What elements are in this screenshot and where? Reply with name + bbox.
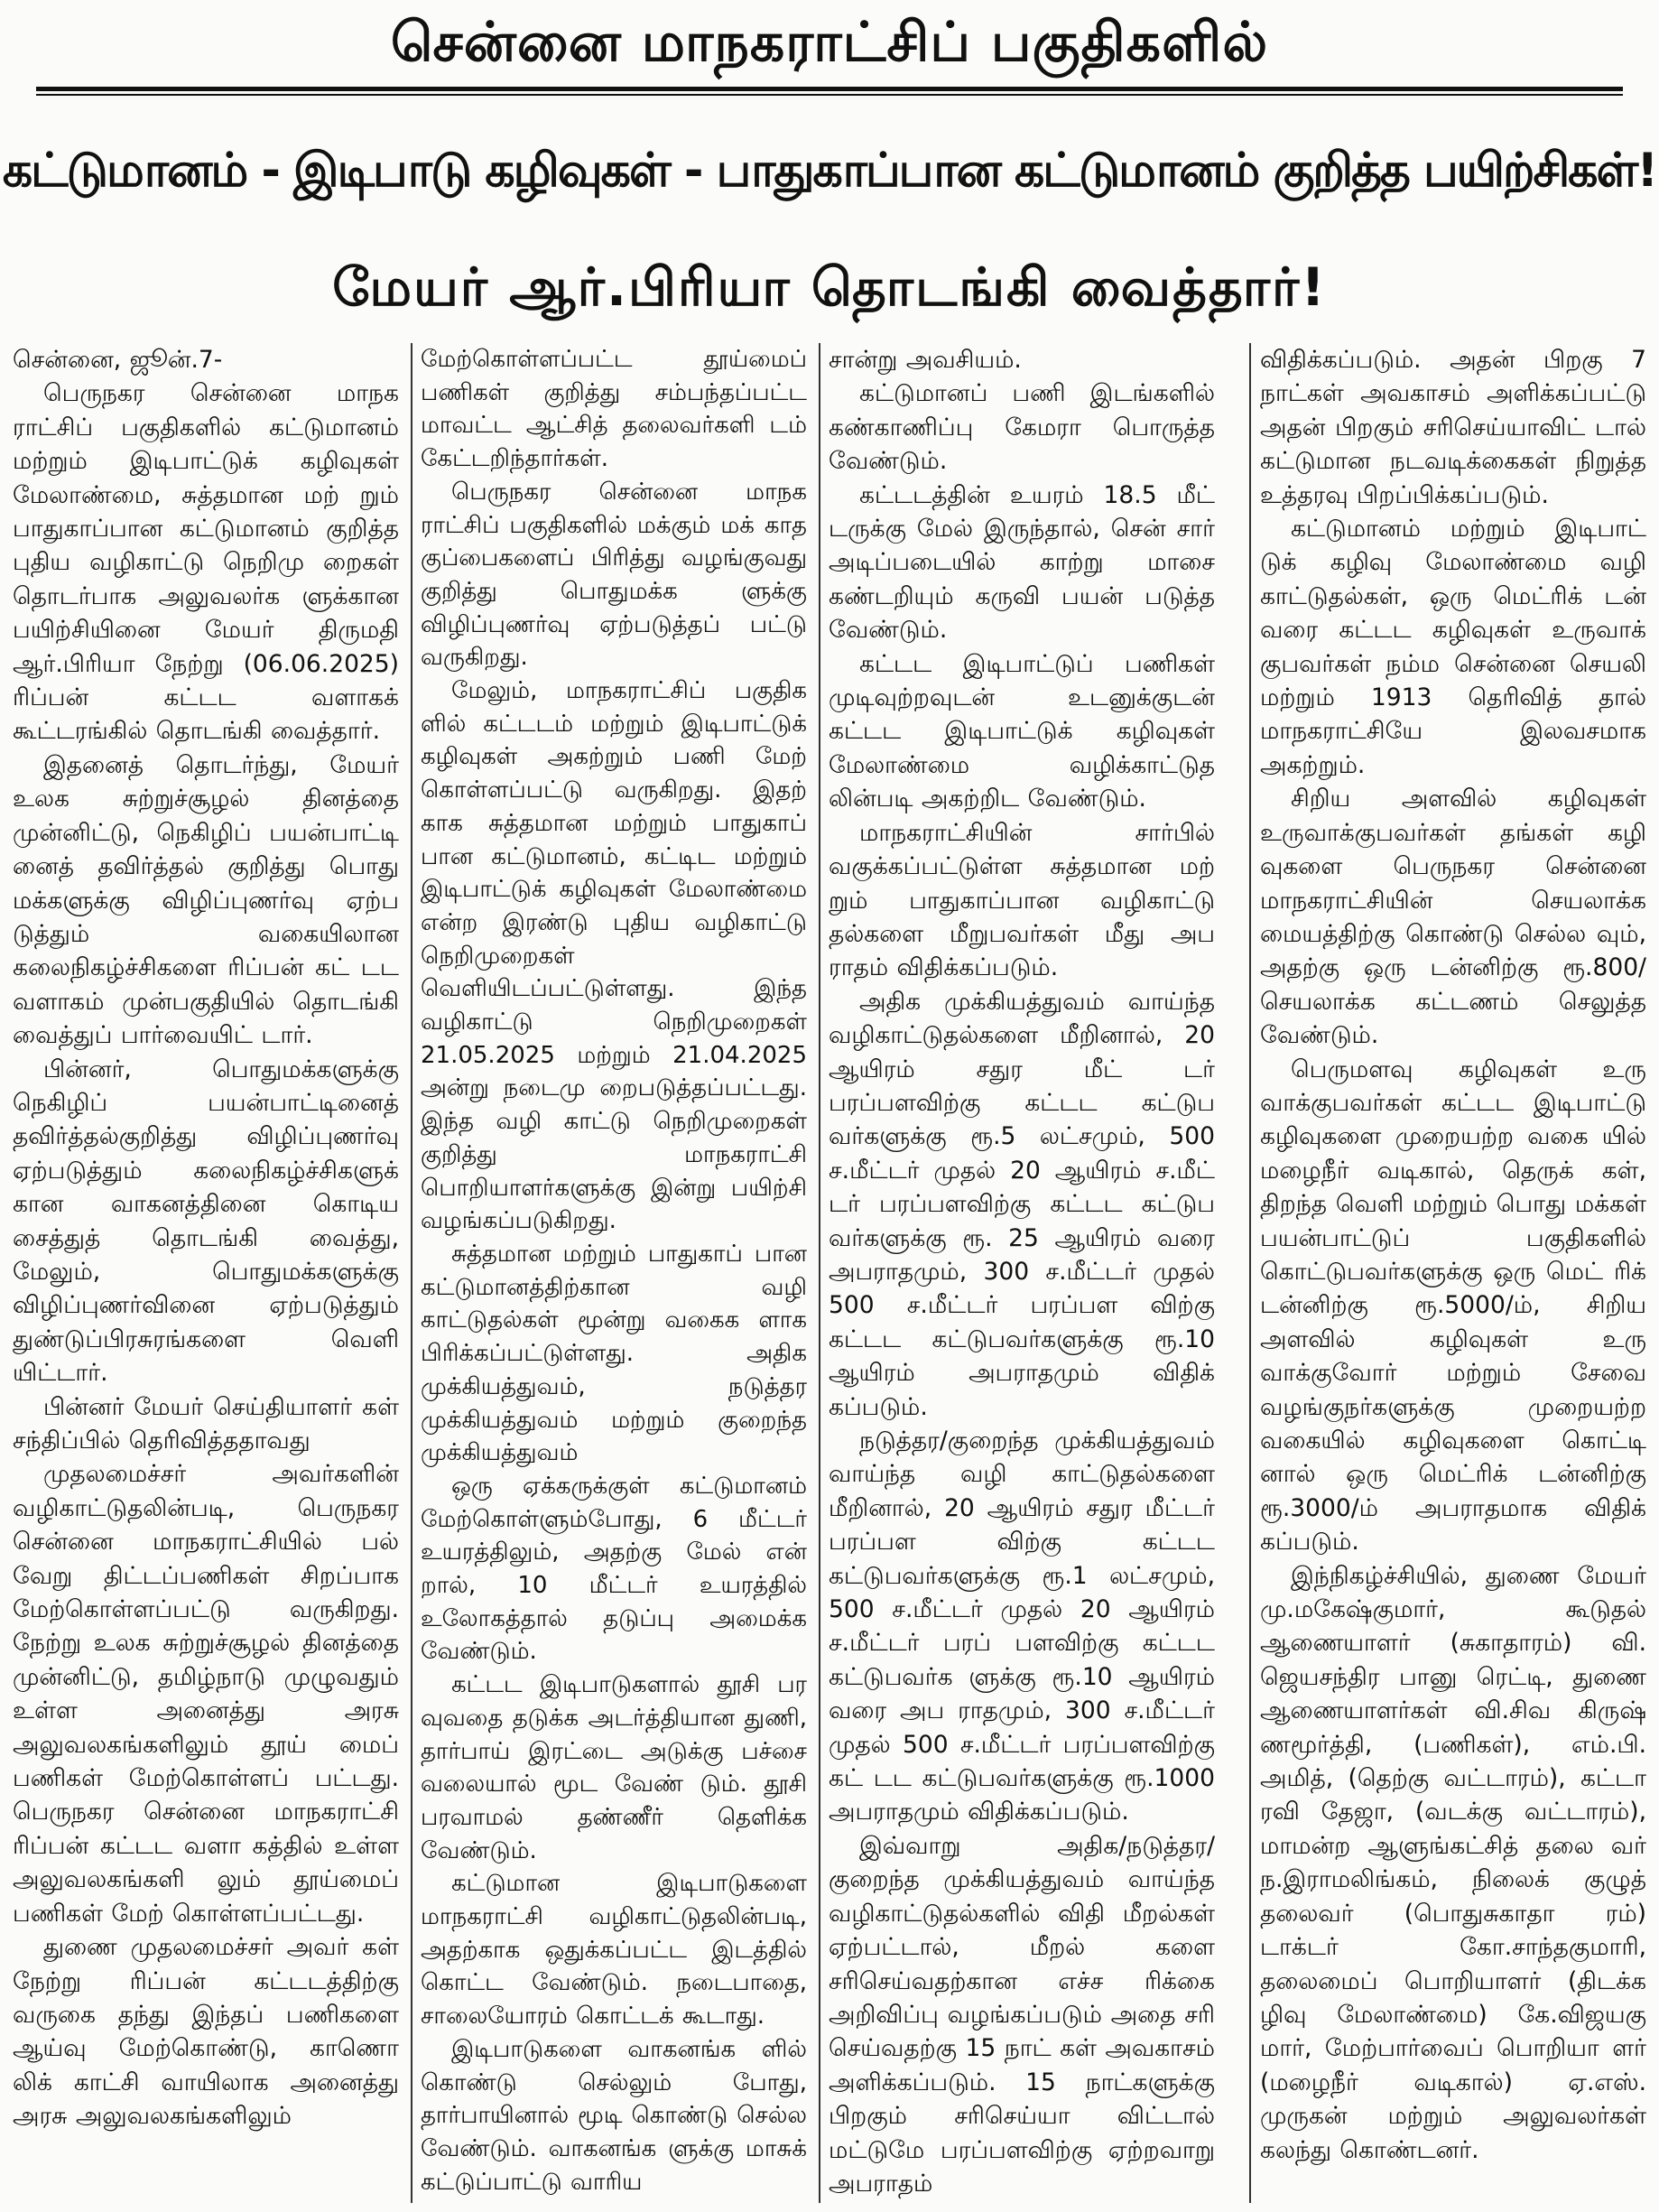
article-paragraph: இடிபாடுகளை வாகனங்க ளில் கொண்டு செல்லும் போது, தார்பாயினால் மூடி கொண்டு செல்ல வேண்டும். வாகனங்க ளுக்கு மாசுக் கட்டுப்பாட்டு வாரிய [421, 2035, 807, 2196]
article-paragraph: பெருநகர சென்னை மாநக ராட்சிப் பகுதிகளில் கட்டுமானம் மற்றும் இடிபாட்டுக் கழிவுகள் மேலாண்மை, சுத்தமான மற் றும் பாதுகாப்பான கட்டுமானம் குறித்த புதிய வழிகாட்டு நெறிமு றைகள் தொடர்பாக அலுவலர்க ளுக்கான பயிற்சியினை மேயர் திருமதி ஆர்.பிரியா நேற்று (06.06.2025) ரிப்பன் கட்டட வளாகக் கூட்டரங்கில் தொடங்கி வைத்தார். [13, 379, 399, 746]
article-paragraph: பெருமளவு கழிவுகள் உரு வாக்குபவர்கள் கட்டட இடிபாட்டு கழிவுகளை முறையற்ற வகை யில் மழைநீர் வடிகால், தெருக் கள், திறந்த வெளி மற்றும் பொது மக்கள் பயன்பாட்டுப் பகுதிகளில் கொட்டுபவர்களுக்கு ஒரு மெட் ரிக் டன்னிற்கு ரூ.5000/ம், சிறிய அளவில் கழிவுகள் உரு வாக்குவோர் மற்றும் சேவை வழங்குநர்களுக்கு முறையற்ற வகையில் கழிவுகளை கொட்டி னால் ஒரு மெட்ரிக் டன்னிற்கு ரூ.3000/ம் அபராதமாக விதிக் கப்படும். [1260, 1055, 1646, 1557]
article-paragraph: கட்டுமானப் பணி இடங்களில் கண்காணிப்பு கேமரா பொருத்த வேண்டும். [829, 379, 1215, 476]
article-paragraph: இந்நிகழ்ச்சியில், துணை மேயர் மு.மகேஷ்குமார், கூடுதல் ஆணையாளர் (சுகாதாரம்) வி. ஜெயசந்திர பானு ரெட்டி, துணை ஆணையாளர்கள் வி.சிவ கிருஷ் ணமூர்த்தி, (பணிகள்), எம்.பி. அமித், (தெற்கு வட்டாரம்), கட்டா ரவி தேஜா, (வடக்கு வட்டாரம்), மாமன்ற ஆளுங்கட்சித் தலை வர் ந.இராமலிங்கம், நிலைக் குழுத் தலைவர் (பொதுசுகாதா ரம்) டாக்டர் கோ.சாந்தகுமாரி, தலைமைப் பொறியாளர் (திடக்க ழிவு மேலாண்மை) கே.விஜயகு மார், மேற்பார்வைப் பொறியா ளர் (மழைநீர் வடிகால்) ஏ.எஸ். முருகன் மற்றும் அலுவலர்கள் கலந்து கொண்டனர். [1260, 1561, 1646, 2164]
dateline: சென்னை, ஜூன்.7- [13, 346, 223, 374]
article-paragraph: கட்டட இடிபாடுகளால் தூசி பர வுவதை தடுக்க அடர்த்தியான துணி, தார்பாய் இரட்டை அடுக்கு பச்சை வலையால் மூட வேண் டும். தூசி பரவாமல் தண்ணீர் தெளிக்க வேண்டும். [421, 1671, 807, 1864]
article-paragraph: கட்டட இடிபாட்டுப் பணிகள் முடிவுற்றவுடன் உடனுக்குடன் கட்டட இடிபாட்டுக் கழிவுகள் மேலாண்மை வழிக்காட்டுத லின்படி அகற்றிட வேண்டும். [829, 649, 1215, 813]
headline-rule-top [36, 87, 1623, 91]
article-column-4 [1260, 343, 1646, 2203]
article-paragraph: இதனைத் தொடர்ந்து, மேயர் உலக சுற்றுச்சூழல் தினத்தை முன்னிட்டு, நெகிழிப் பயன்பாட்டி னைத் தவிர்த்தல் குறித்து பொது மக்களுக்கு விழிப்புணர்வு ஏற்ப டுத்தும் வகையிலான கலைநிகழ்ச்சிகளை ரிப்பன் கட் டட வளாகம் முன்பகுதியில் தொடங்கி வைத்துப் பார்வையிட் டார். [13, 750, 399, 1050]
article-column-3 [829, 343, 1215, 2203]
column-divider [819, 343, 820, 2203]
article-paragraph: விதிக்கப்படும். அதன் பிறகு 7 நாட்கள் அவகாசம் அளிக்கப்பட்டு அதன் பிறகும் சரிசெய்யாவிட் டால் கட்டுமான நடவடிக்கைகள் நிறுத்த உத்தரவு பிறப்பிக்கப்படும். [1260, 346, 1646, 509]
article-paragraph: முதலமைச்சர் அவர்களின் வழிகாட்டுதலின்படி, பெருநகர சென்னை மாநகராட்சியில் பல் வேறு திட்டப்பணிகள் சிறப்பாக மேற்கொள்ளப்பட்டு வருகிறது. நேற்று உலக சுற்றுச்சூழல் தினத்தை முன்னிட்டு, தமிழ்நாடு முழுவதும் உள்ள அனைத்து அரசு அலுவலகங்களிலும் தூய் மைப் பணிகள் மேற்கொள்ளப் பட்டது. பெருநகர சென்னை மாநகராட்சி ரிப்பன் கட்டட வளா கத்தில் உள்ள அலுவலகங்களி லும் தூய்மைப் பணிகள் மேற் கொள்ளப்பட்டது. [13, 1460, 399, 1928]
article-paragraph: சான்று அவசியம். [829, 346, 1022, 374]
article-paragraph: சிறிய அளவில் கழிவுகள் உருவாக்குபவர்கள் தங்கள் கழி வுகளை பெருநகர சென்னை மாநகராட்சியின் செயலாக்க மையத்திற்கு கொண்டு செல்ல வும், அதற்கு ஒரு டன்னிற்கு ரூ.800/ செயலாக்க கட்டணம் செலுத்த வேண்டும். [1260, 785, 1646, 1050]
article-paragraph: அதிக முக்கியத்துவம் வாய்ந்த வழிகாட்டுதல்களை மீறினால், 20 ஆயிரம் சதுர மீட் டர் பரப்பளவிற்கு கட்டட கட்டுப வர்களுக்கு ரூ.5 லட்சமும், 500 ச.மீட்டர் முதல் 20 ஆயிரம் ச.மீட் டர் பரப்பளவிற்கு கட்டட கட்டுப வர்களுக்கு ரூ. 25 ஆயிரம் வரை அபராதமும், 300 ச.மீட்டர் முதல் 500 ச.மீட்டர் பரப்பள விற்கு கட்டட கட்டுபவர்களுக்கு ரூ.10 ஆயிரம் அபராதமும் விதிக் கப்படும். [829, 987, 1215, 1421]
article-paragraph: சுத்தமான மற்றும் பாதுகாப் பான கட்டுமானத்திற்கான வழி காட்டுதல்கள் மூன்று வகைக ளாக பிரிக்கப்பட்டுள்ளது. அதிக முக்கியத்துவம், நடுத்தர முக்கியத்துவம் மற்றும் குறைந்த முக்கியத்துவம் [421, 1240, 807, 1467]
headline-rule-thin [36, 94, 1623, 96]
article-paragraph: கட்டுமான இடிபாடுகளை மாநகராட்சி வழிகாட்டுதலின்படி, அதற்காக ஒதுக்கப்பட்ட இடத்தில் கொட்ட வேண்டும். நடைபாதை, சாலையோரம் கொட்டக் கூடாது. [421, 1870, 807, 2031]
article-column-1 [13, 343, 399, 2203]
column-divider [411, 343, 412, 2203]
article-paragraph: கட்டுமானம் மற்றும் இடிபாட் டுக் கழிவு மேலாண்மை வழி காட்டுதல்கள், ஒரு மெட்ரிக் டன் வரை கட்டட கழிவுகள் உருவாக் குபவர்கள் நம்ம சென்னை செயலி மற்றும் 1913 தெரிவித் தால் மாநகராட்சியே இலவசமாக அகற்றும். [1260, 515, 1646, 779]
headline-sub: மேயர் ஆர்.பிரியா தொடங்கி வைத்தார்! [332, 256, 1327, 318]
article-paragraph: இவ்வாறு அதிக/நடுத்தர/ குறைந்த முக்கியத்துவம் வாய்ந்த வழிகாட்டுதல்களில் விதி மீறல்கள் ஏற்பட்டால், மீறல் களை சரிசெய்வதற்கான எச்ச ரிக்கை அறிவிப்பு வழங்கப்படும் அதை சரி செய்வதற்கு 15 நாட் கள் அவகாசம் அளிக்கப்படும். 15 நாட்களுக்கு பிறகும் சரிசெய்யா விட்டால் மட்டுமே பரப்பளவிற்கு ஏற்றவாறு அபராதம் [829, 1831, 1215, 2198]
headline-main: கட்டுமானம் - இடிபாடு கழிவுகள் - பாதுகாப்பான கட்டுமானம் குறித்த பயிற்சிகள்! [2, 144, 1657, 198]
column-divider [1249, 343, 1251, 2203]
headline-kicker: சென்னை மாநகராட்சிப் பகுதிகளில் [390, 11, 1269, 74]
article-paragraph: நடுத்தர/குறைந்த முக்கியத்துவம் வாய்ந்த வழி காட்டுதல்களை மீறினால், 20 ஆயிரம் சதுர மீட்டர் பரப்பள விற்கு கட்டட கட்டுபவர்களுக்கு ரூ.1 லட்சமும், 500 ச.மீட்டர் முதல் 20 ஆயிரம் ச.மீட்டர் பரப் பளவிற்கு கட்டட கட்டுபவர்க ளுக்கு ரூ.10 ஆயிரம் வரை அப ராதமும், 300 ச.மீட்டர் முதல் 500 ச.மீட்டர் பரப்பளவிற்கு கட் டட கட்டுபவர்களுக்கு ரூ.1000 அபராதமும் விதிக்கப்படும். [829, 1427, 1215, 1826]
article-paragraph: பின்னர், பொதுமக்களுக்கு நெகிழிப் பயன்பாட்டினைத் தவிர்த்தல்குறித்து விழிப்புணர்வு ஏற்படுத்தும் கலைநிகழ்ச்சிகளுக் கான வாகனத்தினை கொடிய சைத்துத் தொடங்கி வைத்து, மேலும், பொதுமக்களுக்கு விழிப்புணர்வினை ஏற்படுத்தும் துண்டுப்பிரசுரங்களை வெளி யிட்டார். [13, 1055, 399, 1388]
article-paragraph: மேலும், மாநகராட்சிப் பகுதிக ளில் கட்டடம் மற்றும் இடிபாட்டுக் கழிவுகள் அகற்றும் பணி மேற் கொள்ளப்பட்டு வருகிறது. இதற் காக சுத்தமான மற்றும் பாதுகாப் பான கட்டுமானம், கட்டிட மற்றும் இடிபாட்டுக் கழிவுகள் மேலாண்மை என்ற இரண்டு புதிய வழிகாட்டு நெறிமுறைகள் வெளியிடப்பட்டுள்ளது. இந்த வழிகாட்டு நெறிமுறைகள் 21.05.2025 மற்றும் 21.04.2025 அன்று நடைமு றைபடுத்தப்பட்டது. இந்த வழி காட்டு நெறிமுறைகள் குறித்து மாநகராட்சி பொறியாளர்களுக்கு இன்று பயிற்சி வழங்கப்படுகிறது. [421, 677, 807, 1235]
article-column-2 [421, 343, 807, 2203]
article-paragraph: மேற்கொள்ளப்பட்ட தூய்மைப் பணிகள் குறித்து சம்பந்தப்பட்ட மாவட்ட ஆட்சித் தலைவர்களி டம் கேட்டறிந்தார்கள். [421, 346, 807, 473]
article-paragraph: பின்னர் மேயர் செய்தியாளர் கள் சந்திப்பில் தெரிவித்ததாவது [13, 1392, 399, 1455]
article-paragraph: மாநகராட்சியின் சார்பில் வகுக்கப்பட்டுள்ள சுத்தமான மற் றும் பாதுகாப்பான வழிகாட்டு தல்களை மீறுபவர்கள் மீது அப ராதம் விதிக்கப்படும். [829, 818, 1215, 982]
article-paragraph: பெருநகர சென்னை மாநக ராட்சிப் பகுதிகளில் மக்கும் மக் காத குப்பைகளைப் பிரித்து வழங்குவது குறித்து பொதுமக்க ளுக்கு விழிப்புணர்வு ஏற்படுத்தப் பட்டு வருகிறது. [421, 478, 807, 672]
article-paragraph: துணை முதலமைச்சர் அவர் கள் நேற்று ரிப்பன் கட்டடத்திற்கு வருகை தந்து இந்தப் பணிகளை ஆய்வு மேற்கொண்டு, காணொ லிக் காட்சி வாயிலாக அனைத்து அரசு அலுவலகங்களிலும் [13, 1933, 399, 2131]
article-paragraph: கட்டடத்தின் உயரம் 18.5 மீட் டருக்கு மேல் இருந்தால், சென் சார் அடிப்படையில் காற்று மாசை கண்டறியும் கருவி பயன் படுத்த வேண்டும். [829, 480, 1215, 645]
article-paragraph: ஒரு ஏக்கருக்குள் கட்டுமானம் மேற்கொள்ளும்போது, 6 மீட்டர் உயரத்திலும், அதற்கு மேல் என் றால், 10 மீட்டர் உயரத்தில் உலோகத்தால் தடுப்பு அமைக்க வேண்டும். [421, 1472, 807, 1666]
